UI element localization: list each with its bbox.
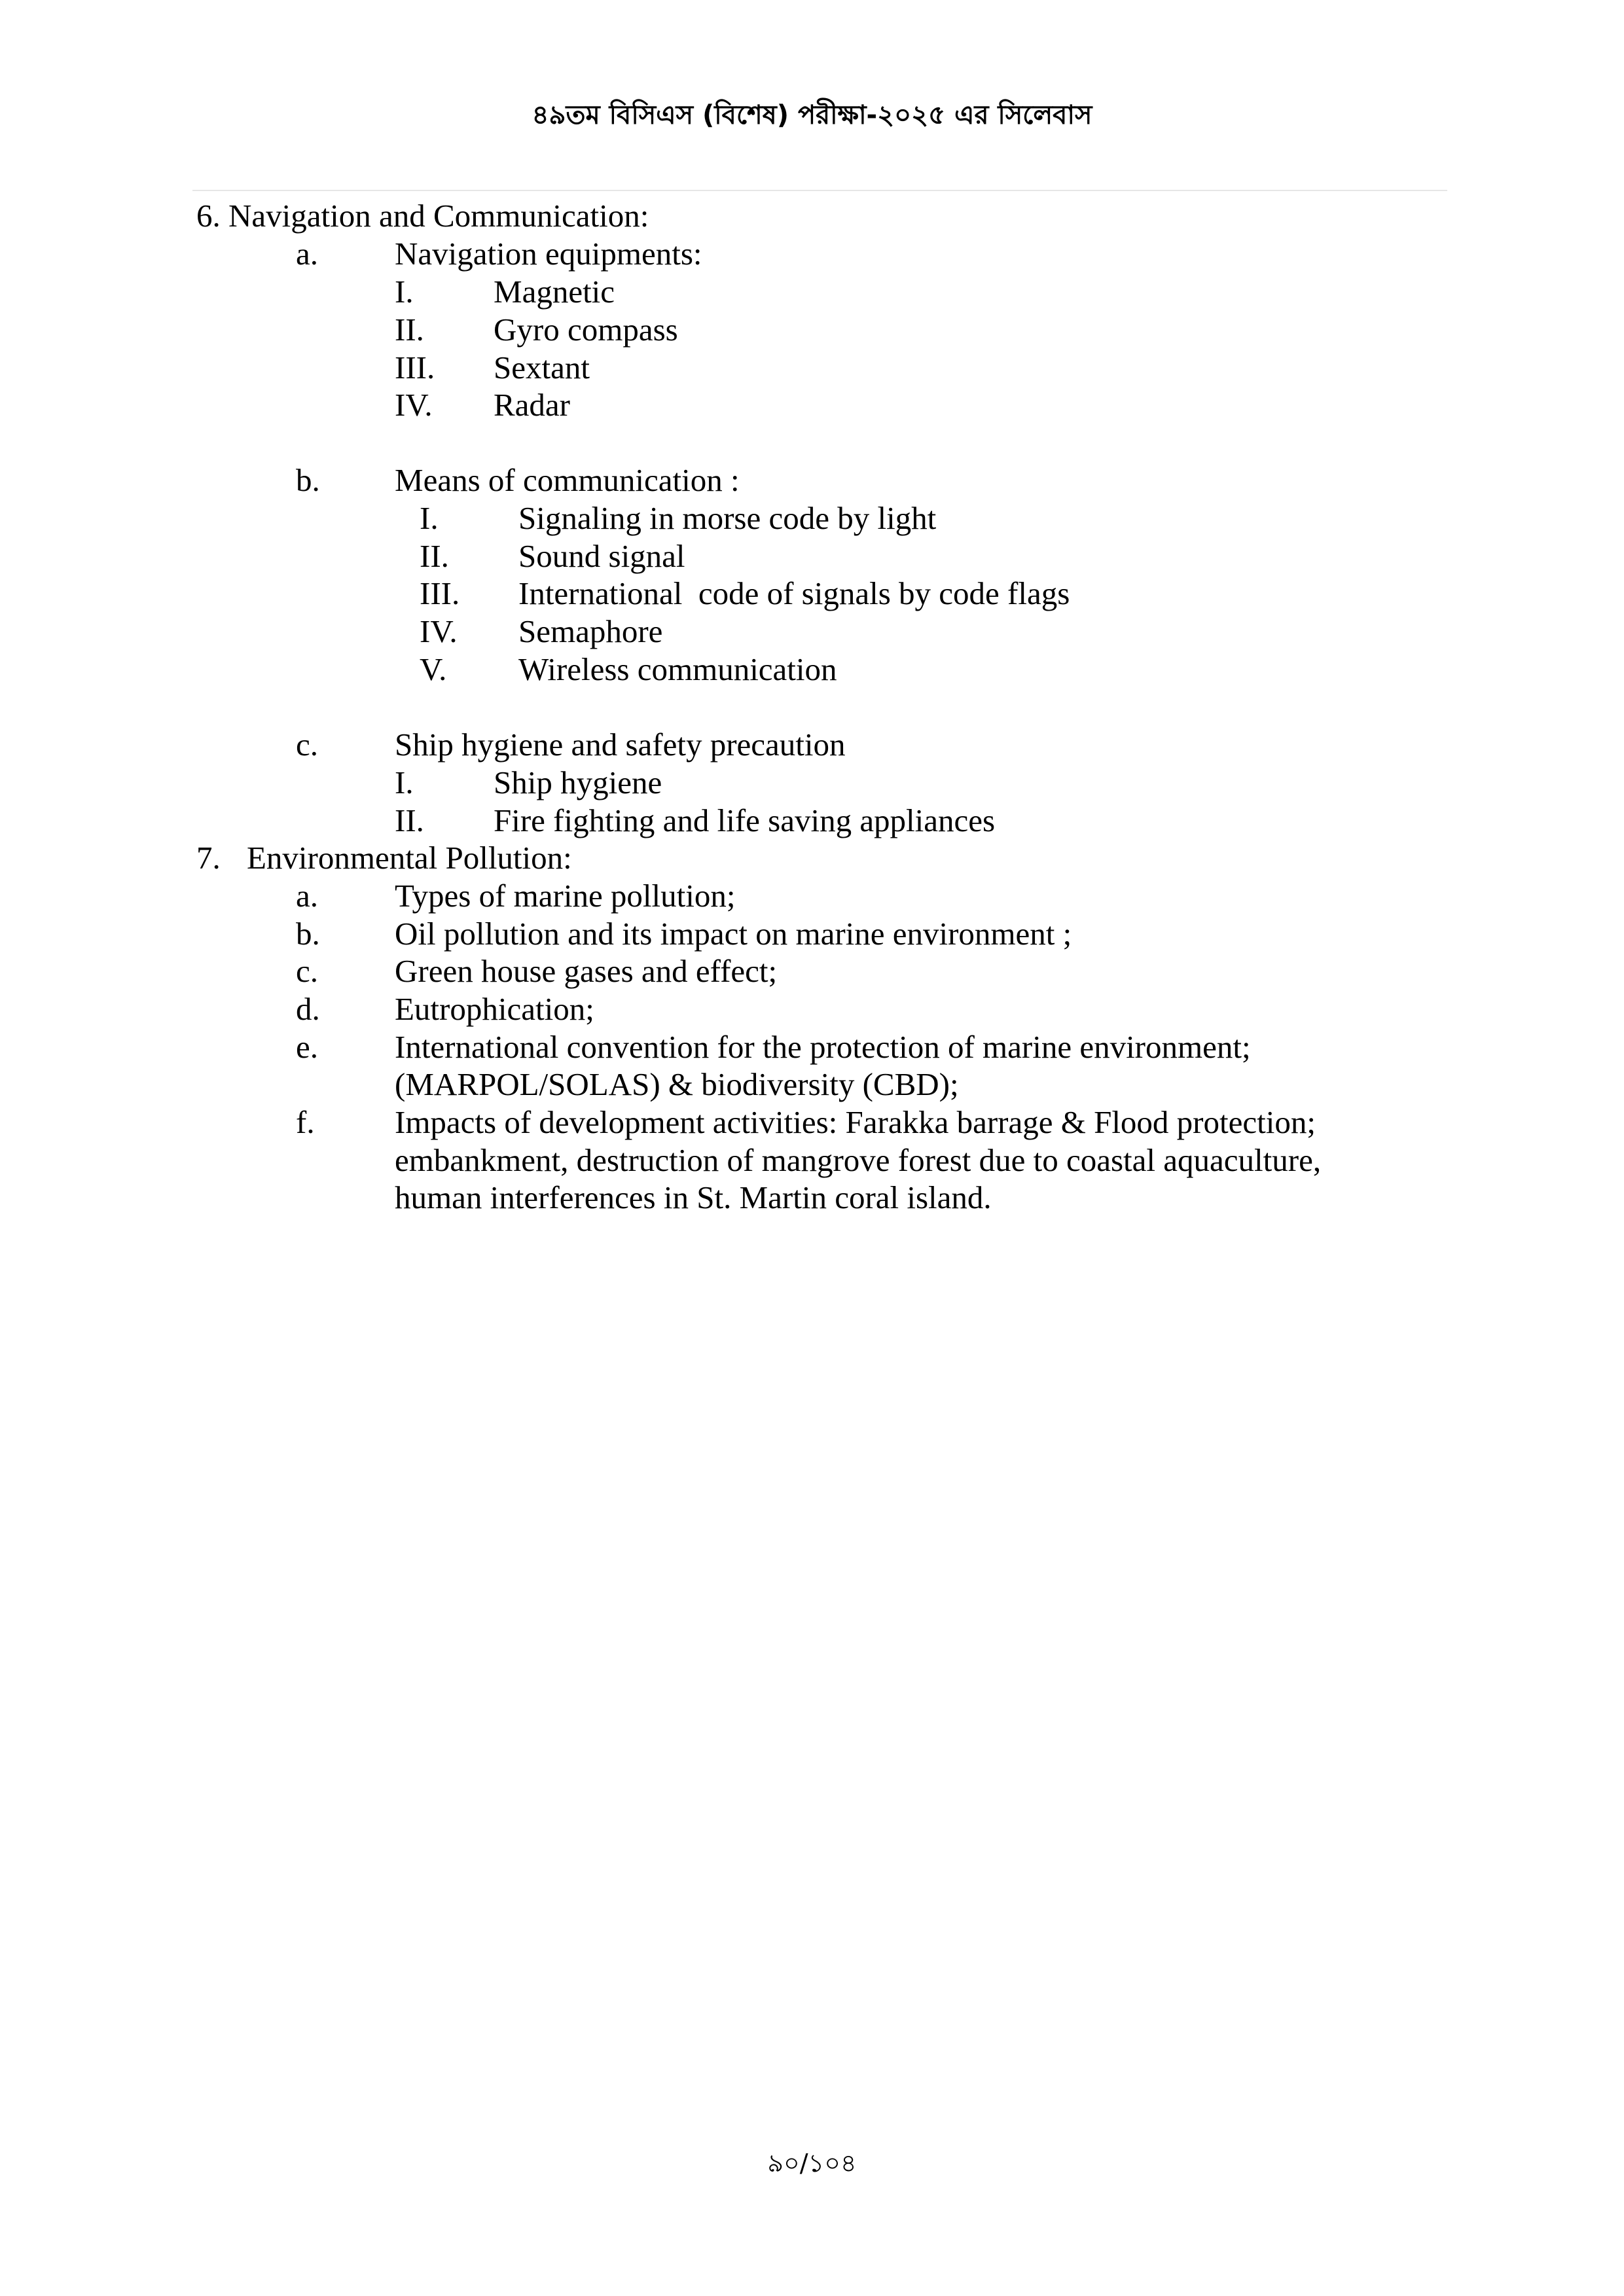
item-6a-marker: a.	[296, 236, 318, 272]
item-6a-text: Navigation equipments:	[395, 236, 702, 272]
item-6c-ii-text: Fire fighting and life saving appliances	[494, 802, 996, 838]
item-7c-text: Green house gases and effect;	[395, 953, 778, 989]
item-6b-i-marker: I.	[420, 500, 439, 536]
section-6-heading: 6. Navigation and Communication:	[196, 198, 649, 234]
item-6b-marker: b.	[296, 462, 320, 498]
section-7-heading: Environmental Pollution:	[247, 840, 572, 876]
page-header-title: ৪৯তম বিসিএস (বিশেষ) পরীক্ষা-২০২৫ এর সিলেবাস	[532, 100, 1092, 130]
item-6a-i-text: Magnetic	[494, 274, 615, 310]
header-divider	[192, 190, 1447, 191]
item-6a-ii-text: Gyro compass	[494, 312, 678, 348]
item-6a-iii-marker: III.	[395, 350, 435, 386]
item-7a-marker: a.	[296, 878, 318, 914]
item-7e-text-line-2: (MARPOL/SOLAS) & biodiversity (CBD);	[395, 1066, 959, 1102]
item-6a-iv-text: Radar	[494, 387, 570, 423]
item-6c-i-text: Ship hygiene	[494, 764, 662, 800]
item-6c-i-marker: I.	[395, 764, 414, 800]
item-6b-iii-text: International code of signals by code flags	[518, 575, 1070, 611]
item-7f-text-line-2: embankment, destruction of mangrove forest due to coastal aquaculture,	[395, 1142, 1322, 1178]
item-6b-iii-marker: III.	[420, 575, 460, 611]
item-6b-v-marker: V.	[420, 651, 447, 687]
item-6a-ii-marker: II.	[395, 312, 424, 348]
item-7d-text: Eutrophication;	[395, 991, 594, 1027]
item-7f-text-line-1: Impacts of development activities: Farakka barrage & Flood protection;	[395, 1104, 1316, 1140]
item-6c-text: Ship hygiene and safety precaution	[395, 726, 846, 762]
item-6b-text: Means of communication :	[395, 462, 740, 498]
item-6b-i-text: Signaling in morse code by light	[518, 500, 937, 536]
item-7c-marker: c.	[296, 953, 318, 989]
item-6c-ii-marker: II.	[395, 802, 424, 838]
item-6b-v-text: Wireless communication	[518, 651, 837, 687]
item-6b-ii-marker: II.	[420, 538, 449, 574]
item-7f-marker: f.	[296, 1104, 315, 1140]
item-7f-text-line-3: human interferences in St. Martin coral island.	[395, 1179, 992, 1215]
item-7a-text: Types of marine pollution;	[395, 878, 736, 914]
item-6b-iv-marker: IV.	[420, 613, 458, 649]
item-6a-iv-marker: IV.	[395, 387, 433, 423]
item-7e-marker: e.	[296, 1029, 318, 1065]
item-6b-ii-text: Sound signal	[518, 538, 685, 574]
item-7d-marker: d.	[296, 991, 320, 1027]
item-6c-marker: c.	[296, 726, 318, 762]
page-number: ৯০/১০৪	[767, 2149, 857, 2178]
item-6a-i-marker: I.	[395, 274, 414, 310]
item-6a-iii-text: Sextant	[494, 350, 590, 386]
section-7-number: 7.	[196, 840, 221, 876]
item-6b-iv-text: Semaphore	[518, 613, 663, 649]
item-7b-text: Oil pollution and its impact on marine environment ;	[395, 916, 1072, 952]
item-7e-text-line-1: International convention for the protection of marine environment;	[395, 1029, 1251, 1065]
item-7b-marker: b.	[296, 916, 320, 952]
